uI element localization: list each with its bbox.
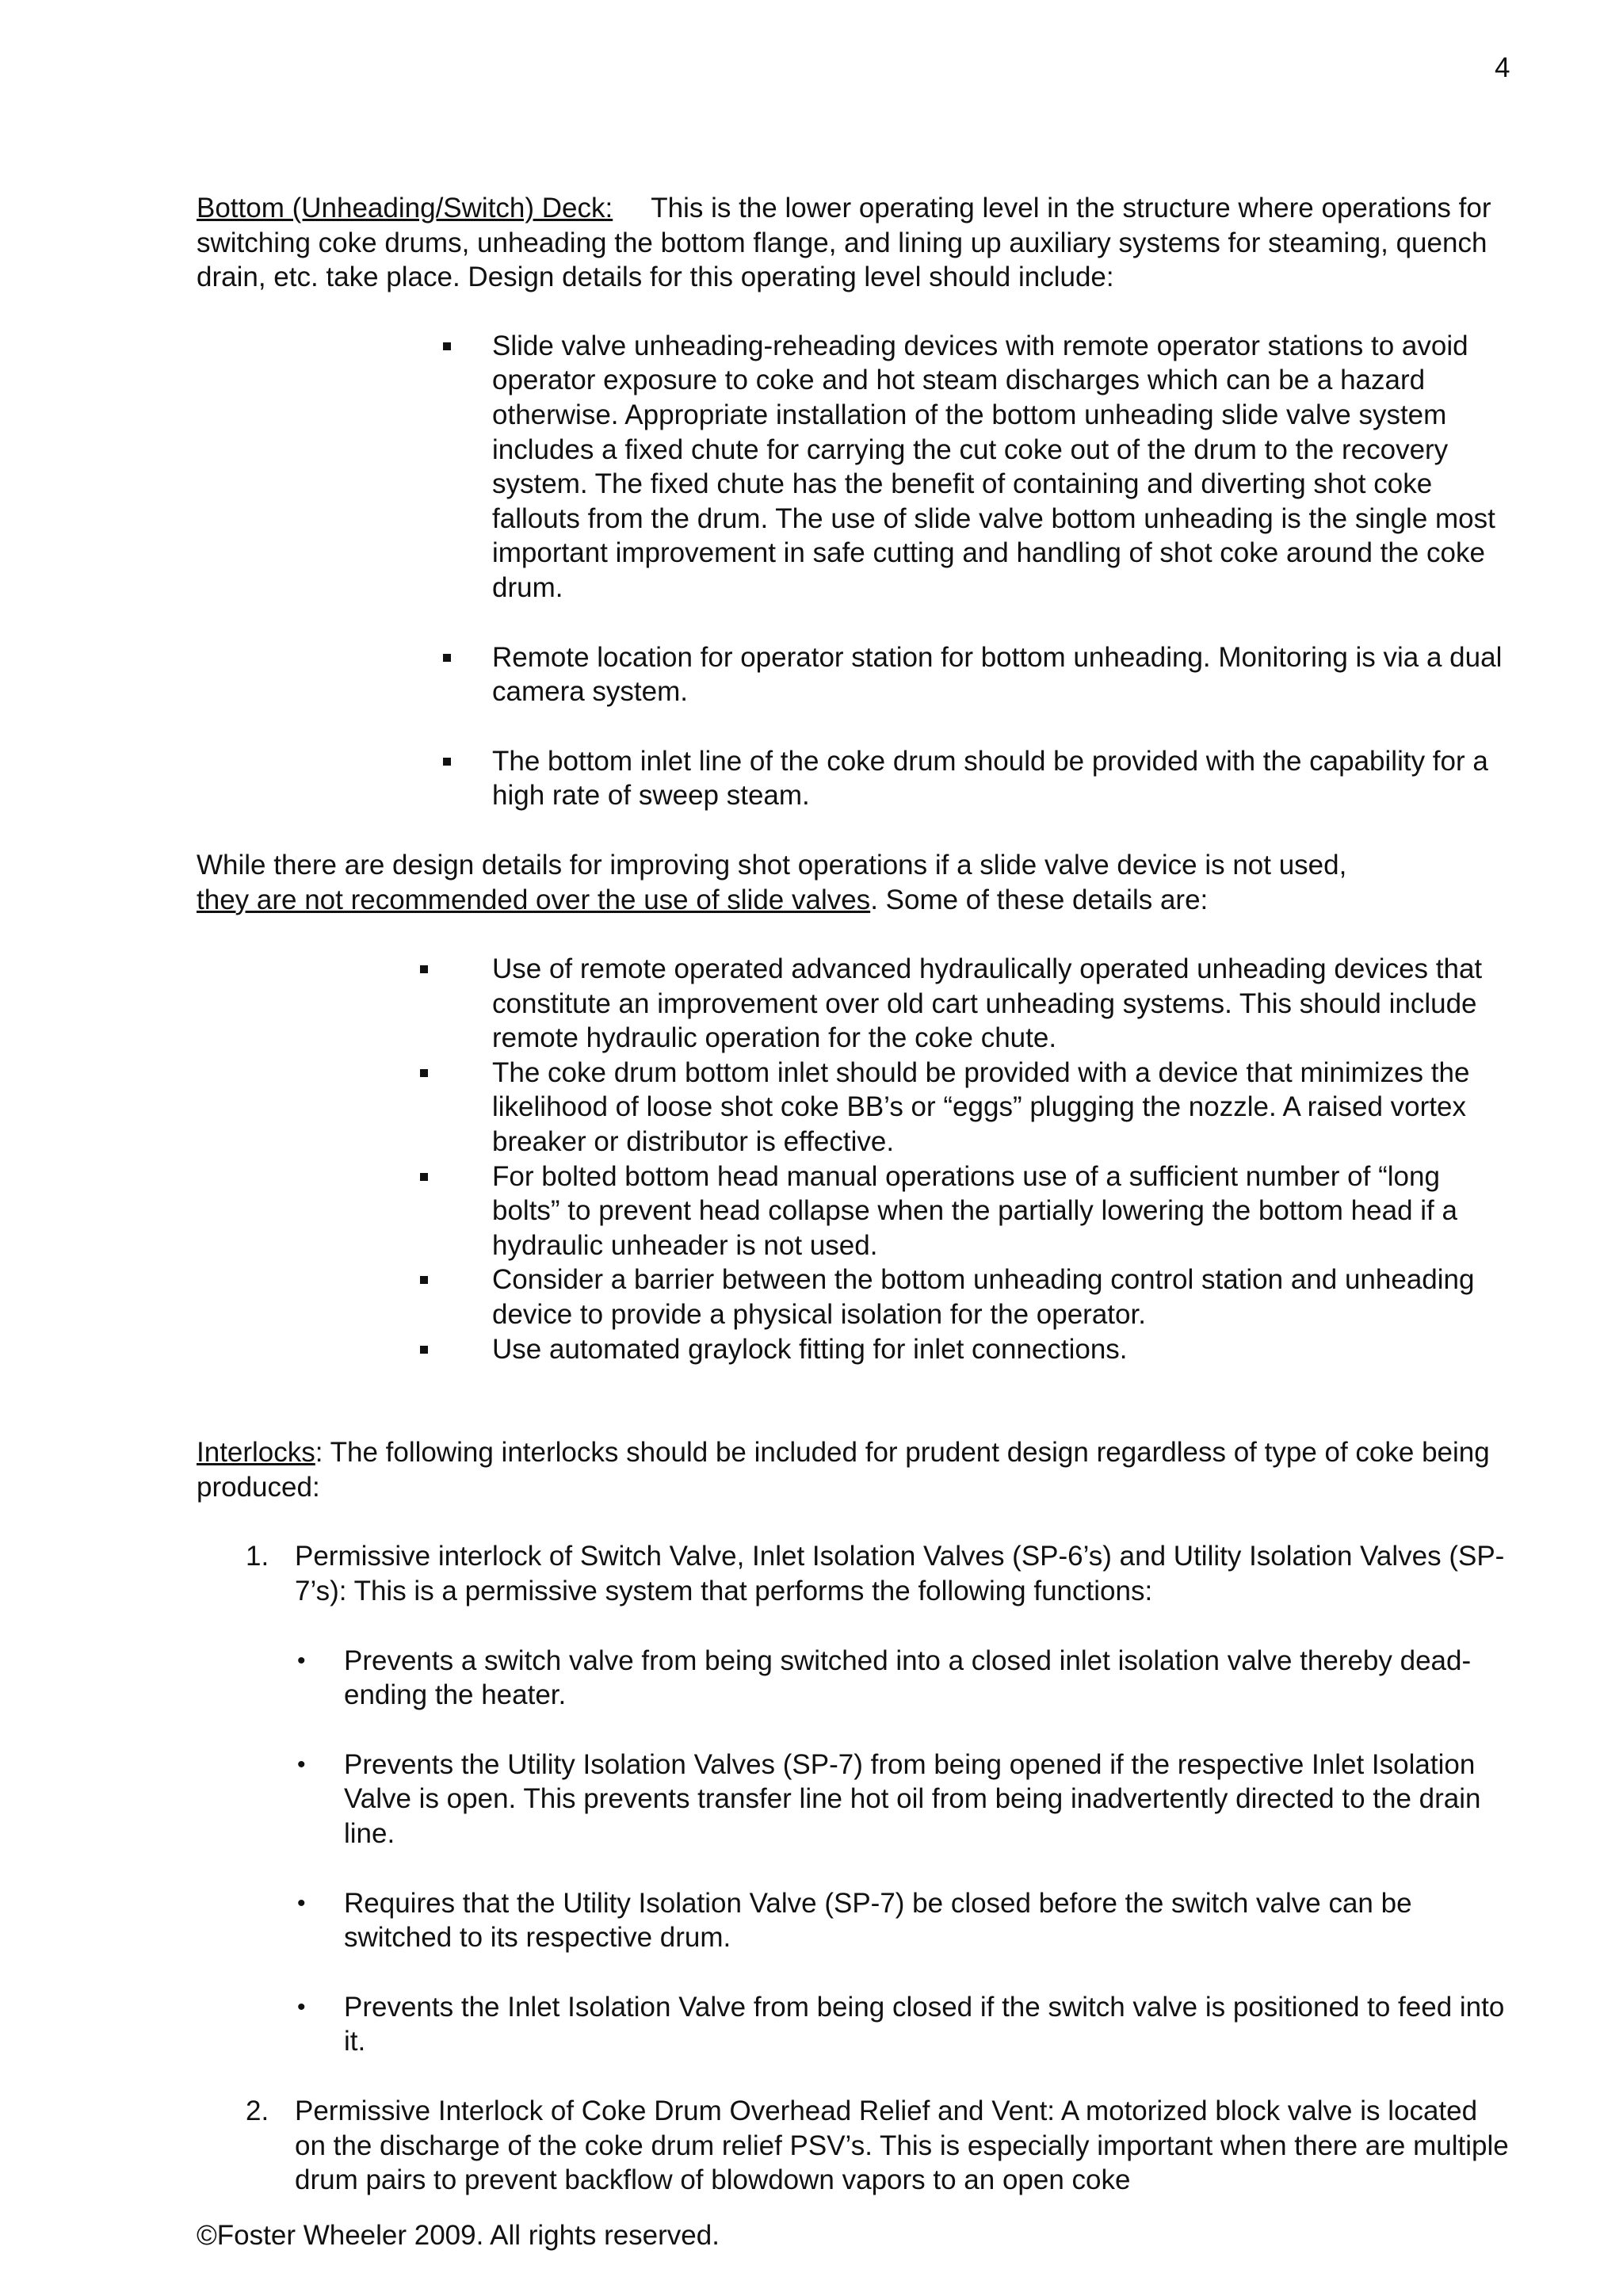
square-bullet-icon <box>420 1276 428 1284</box>
list-item <box>197 1056 1512 1159</box>
list-item-text: Slide valve unheading-reheading devices with remote operator stations to avoid operator exposure to coke and hot steam discharges which can be a hazard otherwise. Appropriate installation of the bottom unheading slide valve system includes a fixed chute for carrying the cut coke out of the drum to the recovery system. The fixed chute has the benefit of containing and diverting shot coke fallouts from the drum. The use of slide valve bottom unheading is the single most important improvement in safe cutting and handling of shot coke around the coke drum. <box>492 330 1495 603</box>
page-number: 4 <box>1495 52 1510 83</box>
item-number: 2. <box>246 2095 269 2126</box>
bullet-dot-icon: • <box>297 1751 306 1778</box>
square-bullet-icon <box>420 1173 428 1181</box>
alternatives-intro-start: While there are design details for improving shot operations if a slide valve device is not used, <box>197 849 1347 881</box>
list-item <box>197 1332 1512 1367</box>
interlock-functions-list <box>197 1644 1512 2059</box>
copyright-footer: ©Foster Wheeler 2009. All rights reserved. <box>197 2220 720 2251</box>
list-item <box>197 329 1512 606</box>
item-number: 1. <box>246 1541 269 1572</box>
list-item-text: Prevents the Utility Isolation Valves (SP-7) from being opened if the respective Inlet Isolation Valve is open. This prevents transfer line hot oil from being inadvertently directed to the drain line. <box>344 1748 1481 1849</box>
list-item <box>197 1159 1512 1263</box>
bottom-deck-paragraph <box>197 191 1512 295</box>
interlocks-intro: : The following interlocks should be included for prudent design regardless of type of coke being produced: <box>197 1437 1490 1503</box>
interlock-functions <box>197 1644 1512 2059</box>
list-item-text: Remote location for operator station for bottom unheading. Monitoring is via a dual camera system. <box>492 641 1503 708</box>
alternatives-intro-end: . Some of these details are: <box>870 884 1209 915</box>
square-bullet-icon <box>420 1069 428 1077</box>
list-item <box>197 952 1512 1056</box>
list-item-text: Prevents a switch valve from being switched into a closed inlet isolation valve thereby dead-ending the heater. <box>344 1645 1472 1711</box>
square-bullet-icon <box>443 758 451 766</box>
square-bullet-icon <box>420 965 428 973</box>
bullet-dot-icon: • <box>297 1647 306 1674</box>
document-body <box>197 191 1512 2198</box>
alternatives-bullet-list <box>197 952 1512 1366</box>
list-item-text: The coke drum bottom inlet should be provided with a device that minimizes the likelihood of loose shot coke BB’s or “eggs” plugging the nozzle. A raised vortex breaker or distributor is effective. <box>492 1056 1470 1158</box>
list-item-text: For bolted bottom head manual operations use of a sufficient number of “long bolts” to prevent head collapse when the partially lowering the bottom head if a hydraulic unheader is not used. <box>492 1160 1457 1261</box>
interlocks-heading: Interlocks <box>197 1437 315 1469</box>
list-item <box>197 1886 1512 1955</box>
list-item <box>197 1263 1512 1331</box>
square-bullet-icon <box>420 1346 428 1354</box>
list-item <box>197 744 1512 813</box>
interlocks-numbered-list <box>197 1539 1512 2197</box>
list-item <box>197 1990 1512 2059</box>
square-bullet-icon <box>443 342 451 350</box>
list-item <box>197 640 1512 709</box>
numbered-item-text: Permissive interlock of Switch Valve, Inlet Isolation Valves (SP-6’s) and Utility Isolation Valves (SP-7’s): This is a permissive system that performs the following functions: <box>295 1541 1505 1606</box>
alternatives-intro-underlined: they are not recommended over the use of slide valves <box>197 884 871 915</box>
list-item <box>197 1748 1512 1851</box>
list-item-text: Use of remote operated advanced hydraulically operated unheading devices that constitute an improvement over old cart unheading systems. This should include remote hydraulic operation for the coke chute. <box>492 953 1483 1054</box>
numbered-item-text: Permissive Interlock of Coke Drum Overhead Relief and Vent: A motorized block valve is located on the discharge of the coke drum relief PSV’s. This is especially important when there are multiple drum pairs to prevent backflow of blowdown vapors to an open coke <box>295 2095 1509 2196</box>
bullet-dot-icon: • <box>297 1993 306 2020</box>
alternatives-paragraph <box>197 848 1512 917</box>
numbered-item <box>197 2094 1512 2198</box>
list-item <box>197 1644 1512 1713</box>
list-item-text: Consider a barrier between the bottom unheading control station and unheading device to provide a physical isolation for the operator. <box>492 1264 1475 1331</box>
numbered-item <box>197 1539 1512 1608</box>
list-item-text: Requires that the Utility Isolation Valve (SP-7) be closed before the switch valve can be switched to its respective drum. <box>344 1887 1412 1954</box>
list-item-text: The bottom inlet line of the coke drum should be provided with the capability for a high rate of sweep steam. <box>492 745 1488 812</box>
list-item-text: Prevents the Inlet Isolation Valve from being closed if the switch valve is positioned to feed into it. <box>344 1991 1505 2057</box>
bottom-deck-bullet-list <box>197 329 1512 813</box>
bottom-deck-intro: This is the lower operating level in the structure where operations for switching coke drums, unheading the bottom flange, and lining up auxiliary systems for steaming, quench drain, etc. take place. Design details for this operating level should include: <box>197 193 1491 293</box>
interlocks-paragraph <box>197 1435 1512 1504</box>
square-bullet-icon <box>443 654 451 662</box>
bullet-dot-icon: • <box>297 1889 306 1916</box>
bottom-deck-heading: Bottom (Unheading/Switch) Deck: <box>197 193 613 223</box>
list-item-text: Use automated graylock fitting for inlet connections. <box>492 1333 1128 1365</box>
